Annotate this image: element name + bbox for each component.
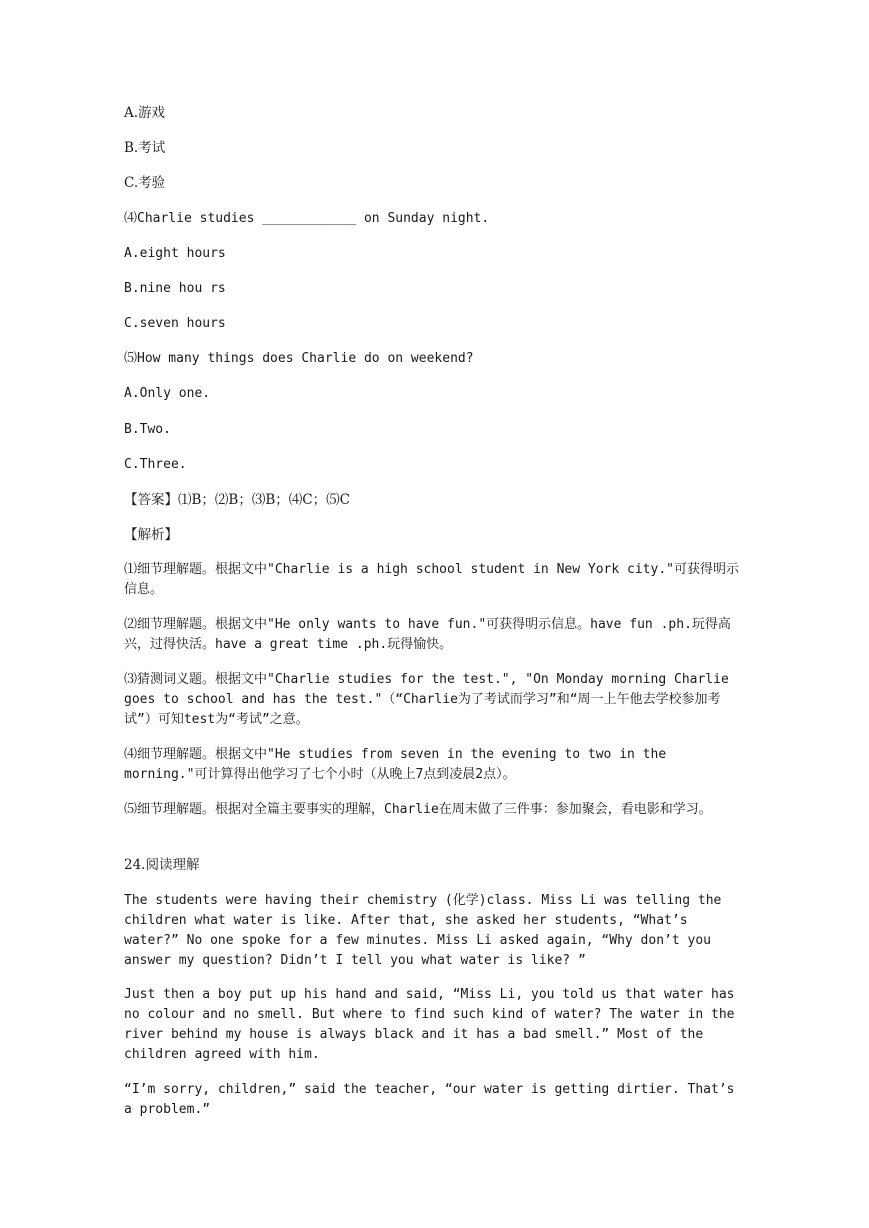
q3-option-c: C.考验 bbox=[124, 175, 166, 191]
analysis-item-5: ⑸细节理解题。根据对全篇主要事实的理解，Charlie在周末做了三件事：参加聚会，看电影和学习。 bbox=[124, 802, 712, 817]
passage-paragraph-1: The students were having their chemistry (化学)class. Miss Li was telling the children what water is like. After that, she asked her students, “What’s water?” No one spoke for a few minutes. Miss Li asked again, “Why don’t you answer my question? Didn’t I tell you what water is like? ” bbox=[124, 893, 730, 968]
q3-option-b: B.考试 bbox=[124, 140, 166, 156]
q5-option-c: C.Three. bbox=[124, 457, 187, 472]
passage-paragraph-2: Just then a boy put up his hand and said, “Miss Li, you told us that water has no colour and no smell. But where to find such kind of water? The water in the river behind my house is always black and it has a bad smell.” Most of the children agreed with him. bbox=[124, 987, 743, 1062]
q4-stem: ⑷Charlie studies ____________ on Sunday night. bbox=[124, 211, 490, 226]
q4-option-c: C.seven hours bbox=[124, 316, 226, 331]
analysis-heading: 【解析】 bbox=[124, 527, 178, 543]
q4-option-a: A.eight hours bbox=[124, 246, 226, 261]
q3-option-a: A.游戏 bbox=[124, 105, 166, 121]
q5-option-a: A.Only one. bbox=[124, 386, 211, 401]
answer-line: 【答案】⑴B；⑵B；⑶B；⑷C；⑸C bbox=[124, 492, 350, 508]
section-title: 24.阅读理解 bbox=[124, 857, 200, 873]
analysis-item-2: ⑵细节理解题。根据文中"He only wants to have fun."可获得明示信息。have fun .ph.玩得高兴，过得快活。have a great time .ph.玩得愉快。 bbox=[124, 617, 731, 652]
passage-paragraph-3: “I’m sorry, children,” said the teacher, “our water is getting dirtier. That’s a problem.” bbox=[124, 1082, 743, 1117]
analysis-item-3: ⑶猜测词义题。根据文中"Charlie studies for the test.", "On Monday morning Charlie goes to school and has the test."（“Charlie为了考试而学习”和“周一上午他去学校参加考试”）可知test为“考试”之意。 bbox=[124, 672, 737, 727]
q5-stem: ⑸How many things does Charlie do on weekend? bbox=[124, 351, 474, 366]
q5-option-b: B.Two. bbox=[124, 422, 171, 437]
q4-option-b: B.nine hou rs bbox=[124, 281, 226, 296]
analysis-item-1: ⑴细节理解题。根据文中"Charlie is a high school student in New York city."可获得明示信息。 bbox=[124, 562, 739, 597]
analysis-item-4: ⑷细节理解题。根据文中"He studies from seven in the evening to two in the morning."可计算得出他学习了七个小时（从晚上7点到凌晨2点）。 bbox=[124, 747, 674, 782]
